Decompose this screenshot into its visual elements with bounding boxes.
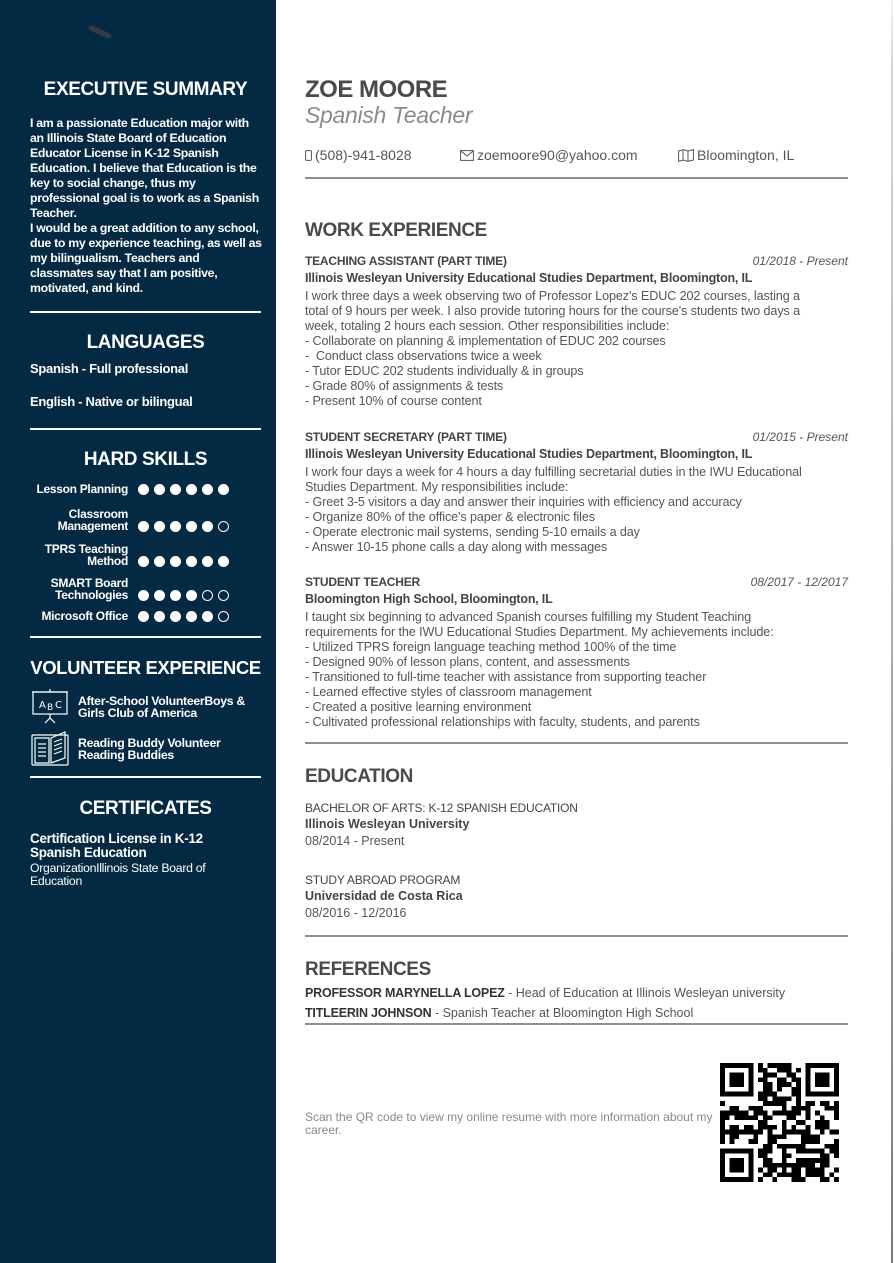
email-text: zoemoore90@yahoo.com (477, 147, 638, 163)
rating-dot-empty-icon (218, 521, 229, 532)
volunteer-text: After-School VolunteerBoys & Girls Club of America (78, 693, 245, 720)
divider (305, 935, 848, 937)
job-description-line: Studies Department. My responsibilities include: (305, 480, 569, 494)
divider (30, 776, 261, 778)
job-description-line: - Learned effective styles of classroom management (305, 685, 592, 699)
job-description (305, 610, 848, 730)
job-description (305, 289, 848, 409)
skill-label: Lesson Planning (36, 482, 128, 496)
language-item: Spanish - Full professional (30, 361, 189, 376)
rating-dot-filled-icon (138, 590, 149, 601)
work-experience-title: WORK EXPERIENCE (305, 220, 487, 241)
skill-row (30, 577, 270, 601)
email-icon (460, 150, 474, 161)
divider (305, 177, 848, 179)
phone-text: (508)-941-8028 (315, 147, 412, 163)
job-description-line: - Designed 90% of lesson plans, content, and assessments (305, 655, 630, 669)
skill-label: Classroom Management (57, 507, 128, 533)
phone-icon (305, 150, 312, 161)
education-item (305, 872, 848, 922)
skill-label: TPRS Teaching Method (44, 542, 128, 568)
reference-desc: - Head of Education at Illinois Wesleyan university (504, 986, 786, 1000)
skill-rating (138, 556, 229, 567)
skill-row (30, 610, 270, 622)
skill-label: SMART Board Technologies (50, 576, 128, 602)
education-school: Universidad de Costa Rica (305, 889, 463, 903)
rating-dot-filled-icon (218, 484, 229, 495)
job-description-line: - Transitioned to full-time teacher with assistance from supporting teacher (305, 670, 707, 684)
job-description-line: - Created a positive learning environment (305, 700, 532, 714)
education-school: Illinois Wesleyan University (305, 817, 470, 831)
reference-item (305, 985, 785, 1001)
education-date: 08/2014 - Present (305, 834, 405, 848)
executive-summary (30, 116, 265, 296)
volunteer-item (30, 688, 270, 726)
rating-dot-filled-icon (154, 556, 165, 567)
certificate-title: Certification License in K-12 Spanish Education (30, 831, 203, 860)
job-entry (305, 254, 848, 409)
rating-dot-filled-icon (170, 611, 181, 622)
volunteer-text: Reading Buddy Volunteer Reading Buddies (78, 735, 221, 762)
job-description-line: requirements for the IWU Educational Studies Department. My achievements include: (305, 625, 774, 639)
summary-paragraph: I would be a great addition to any school, due to my experience teaching, as well as my bilingualism. Teachers and classmates say that I am positive, motivated, and kind. (30, 221, 262, 295)
references-title: REFERENCES (305, 959, 431, 980)
reference-desc: - Spanish Teacher at Bloomington High School (431, 1006, 694, 1020)
rating-dot-empty-icon (218, 611, 229, 622)
rating-dot-filled-icon (202, 484, 213, 495)
rating-dot-filled-icon (138, 611, 149, 622)
rating-dot-filled-icon (202, 521, 213, 532)
rating-dot-filled-icon (138, 521, 149, 532)
education-degree: BACHELOR OF ARTS: K-12 SPANISH EDUCATION (305, 801, 578, 815)
language-item: English - Native or bilingual (30, 394, 193, 409)
rating-dot-filled-icon (218, 556, 229, 567)
skill-label: Microsoft Office (41, 609, 128, 623)
rating-dot-filled-icon (202, 556, 213, 567)
divider (30, 428, 261, 430)
contact-location (678, 147, 794, 163)
rating-dot-filled-icon (202, 611, 213, 622)
rating-dot-empty-icon (202, 590, 213, 601)
rating-dot-filled-icon (154, 611, 165, 622)
chalkboard-abc-icon (30, 688, 70, 726)
divider (305, 1023, 848, 1025)
job-header (305, 575, 848, 590)
open-book-icon (30, 730, 70, 768)
candidate-name: ZOE MOORE (305, 76, 448, 103)
job-date: 01/2015 - Present (752, 430, 848, 444)
job-description-line: - Operate electronic mail systems, sending 5-10 emails a day (305, 525, 640, 539)
qr-code-icon[interactable] (720, 1063, 839, 1182)
summary-paragraph: I am a passionate Education major with an Illinois State Board of Education Educator License in K-12 Spanish Education. I believe that Education is the key to social change, thus my professional goal is to work as a Spanish Teacher. (30, 116, 259, 220)
location-text: Bloomington, IL (697, 147, 795, 163)
svg-text:B: B (47, 703, 54, 713)
skill-rating (138, 590, 229, 601)
rating-dot-filled-icon (170, 484, 181, 495)
page-edge (891, 0, 893, 1263)
divider (305, 742, 848, 744)
education-degree: STUDY ABROAD PROGRAM (305, 873, 461, 887)
certificate-org: OrganizationIllinois State Board of Education (30, 861, 206, 888)
certificates-title: CERTIFICATES (79, 798, 212, 819)
education-title: EDUCATION (305, 766, 413, 787)
skill-row (30, 543, 270, 567)
job-header (305, 430, 848, 445)
job-description-line: total of 9 hours per week. I also provide tutoring hours for the course's students two days a (305, 304, 801, 318)
job-role: TEACHING ASSISTANT (PART TIME) (305, 254, 507, 268)
job-description-line: I taught six beginning to advanced Spanish courses fulfilling my Student Teaching (305, 610, 752, 624)
rating-dot-filled-icon (154, 590, 165, 601)
decorative-mark (88, 24, 112, 41)
job-description-line: - Greet 3-5 visitors a day and answer their inquiries with efficiency and accuracy (305, 495, 742, 509)
job-entry (305, 430, 848, 555)
skill-rating (138, 521, 229, 532)
education-date: 08/2016 - 12/2016 (305, 906, 407, 920)
rating-dot-filled-icon (186, 521, 197, 532)
job-description-line: I work three days a week observing two of Professor Lopez's EDUC 202 courses, lasting a (305, 289, 800, 303)
qr-caption: Scan the QR code to view my online resume with more information about my career. (305, 1110, 713, 1137)
job-description-line: - Conduct class observations twice a week (305, 349, 542, 363)
divider (30, 636, 261, 638)
rating-dot-filled-icon (186, 611, 197, 622)
job-company: Bloomington High School, Bloomington, IL (305, 592, 553, 606)
job-description-line: I work four days a week for 4 hours a day fulfilling secretarial duties in the IWU Educational (305, 465, 802, 479)
sidebar (0, 0, 276, 1263)
rating-dot-filled-icon (186, 556, 197, 567)
skill-row (30, 483, 270, 495)
job-description-line: - Collaborate on planning & implementation of EDUC 202 courses (305, 334, 666, 348)
summary-title: EXECUTIVE SUMMARY (43, 79, 248, 100)
rating-dot-filled-icon (186, 590, 197, 601)
job-company: Illinois Wesleyan University Educational Studies Department, Bloomington, IL (305, 447, 753, 461)
job-entry (305, 575, 848, 730)
reference-name: TITLEERIN JOHNSON (305, 1006, 432, 1020)
job-date: 01/2018 - Present (752, 254, 848, 268)
rating-dot-filled-icon (186, 484, 197, 495)
svg-text:C: C (55, 700, 62, 711)
education-item (305, 800, 848, 850)
map-icon (678, 149, 694, 162)
rating-dot-filled-icon (138, 556, 149, 567)
job-description-line: - Utilized TPRS foreign language teaching method 100% of the time (305, 640, 677, 654)
reference-name: PROFESSOR MARYNELLA LOPEZ (305, 986, 505, 1000)
job-header (305, 254, 848, 269)
rating-dot-filled-icon (170, 521, 181, 532)
skill-row (30, 508, 270, 532)
rating-dot-filled-icon (138, 484, 149, 495)
job-company: Illinois Wesleyan University Educational Studies Department, Bloomington, IL (305, 271, 753, 285)
rating-dot-filled-icon (170, 556, 181, 567)
contact-phone[interactable] (305, 147, 412, 163)
divider (30, 311, 261, 313)
job-role: STUDENT TEACHER (305, 575, 421, 589)
rating-dot-filled-icon (170, 590, 181, 601)
candidate-title: Spanish Teacher (305, 102, 473, 128)
job-description-line: - Answer 10-15 phone calls a day along with messages (305, 540, 608, 554)
job-description-line: week, totaling 2 hours each session. Other responsibilities include: (305, 319, 670, 333)
rating-dot-filled-icon (154, 521, 165, 532)
svg-text:A: A (39, 700, 46, 711)
job-description-line: - Present 10% of course content (305, 394, 482, 408)
rating-dot-empty-icon (218, 590, 229, 601)
volunteer-title: VOLUNTEER EXPERIENCE (30, 657, 261, 678)
contact-email[interactable] (460, 147, 638, 163)
reference-item (305, 1005, 693, 1021)
job-description (305, 465, 848, 555)
skills-title: HARD SKILLS (83, 449, 208, 470)
skill-rating (138, 484, 229, 495)
job-role: STUDENT SECRETARY (PART TIME) (305, 430, 507, 444)
job-description-line: - Organize 80% of the office's paper & electronic files (305, 510, 595, 524)
job-date: 08/2017 - 12/2017 (750, 575, 848, 589)
job-description-line: - Tutor EDUC 202 students individually & in groups (305, 364, 584, 378)
rating-dot-filled-icon (154, 484, 165, 495)
job-description-line: - Grade 80% of assignments & tests (305, 379, 504, 393)
skill-rating (138, 611, 229, 622)
job-description-line: - Cultivated professional relationships with faculty, students, and parents (305, 715, 700, 729)
languages-title: LANGUAGES (86, 332, 205, 353)
volunteer-item (30, 730, 270, 768)
